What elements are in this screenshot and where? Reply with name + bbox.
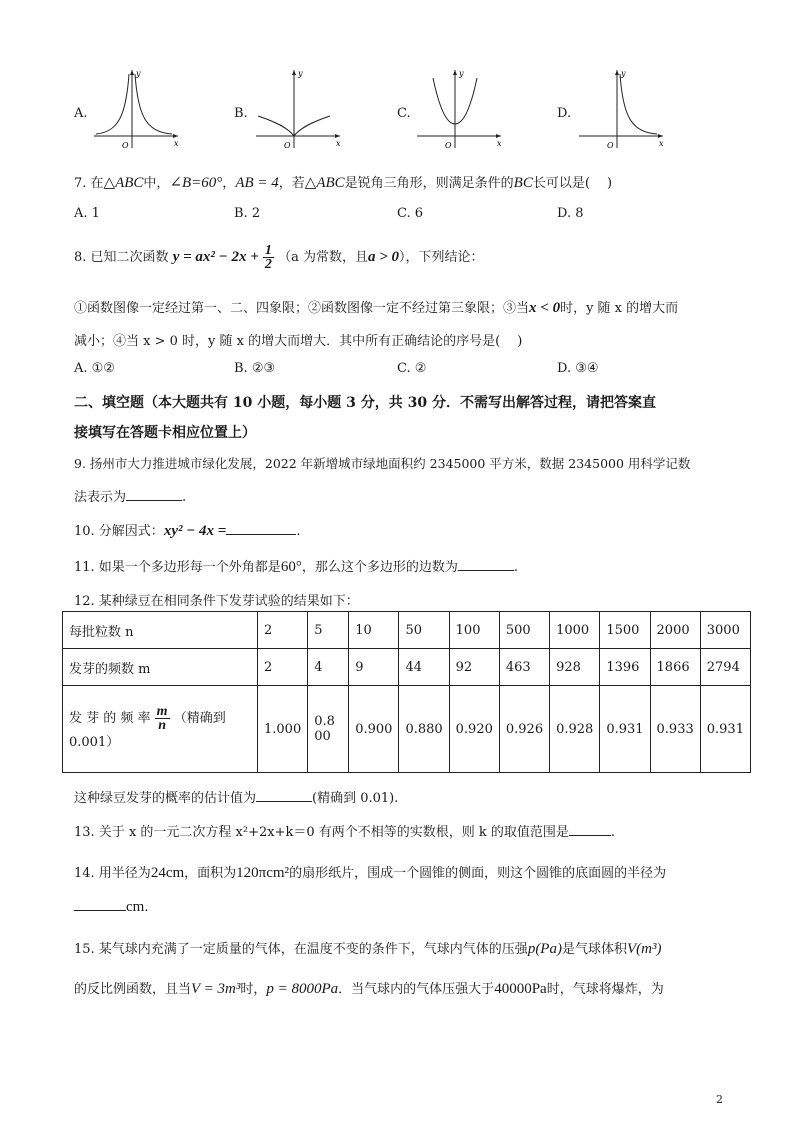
axis-x-label: x: [174, 139, 179, 148]
row-label: 发芽的频数 m: [63, 649, 258, 686]
table-cell: 50: [399, 612, 449, 649]
table-cell: 0.800: [308, 686, 349, 773]
answer-blank[interactable]: [256, 789, 312, 802]
q7-option-a: A. 1: [74, 206, 100, 221]
q8-option-d: D. ③④: [557, 361, 599, 376]
axis-y-label: y: [298, 69, 303, 78]
table-cell: 2794: [700, 649, 750, 686]
table-cell: 3000: [700, 612, 750, 649]
question-10: 10. 分解因式：xy² − 4x = .: [74, 523, 301, 539]
q8-option-b: B. ②③: [234, 361, 276, 376]
question-12-after: 这种绿豆发芽的概率的估计值为 (精确到 0.01).: [74, 791, 399, 806]
graph-b: [254, 66, 344, 152]
axis-x-label: x: [497, 139, 502, 148]
table-cell: 1000: [550, 612, 600, 649]
question-8-line-3: 减小；④当 x > 0 时，y 随 x 的增大而增大．其中所有正确结论的序号是( ): [74, 334, 523, 349]
answer-blank[interactable]: [226, 522, 296, 535]
table-cell: 5: [308, 612, 349, 649]
table-cell: 0.931: [600, 686, 650, 773]
table-cell: 0.928: [550, 686, 600, 773]
question-8: 8. 已知二次函数 y = ax² − 2x + $\frac{1}{2}$ （a 为常数，且a > 0），下列结论：: [74, 243, 484, 272]
page-number: 2: [716, 1093, 723, 1106]
question-14: 14. 用半径为24cm，面积为120πcm²的扇形纸片，围成一个圆锥的侧面，则这个圆锥的底面圆的半径为: [74, 865, 667, 881]
question-9-line-2: 法表示为 .: [74, 490, 187, 505]
row-label: 每批粒数 n: [63, 612, 258, 649]
table-cell: 2000: [650, 612, 700, 649]
table-cell: 0.900: [349, 686, 399, 773]
question-15-line-2: 的反比例函数，且当V = 3m³时，p = 8000Pa．当气球内的气体压强大于40000Pa时，气球将爆炸，为: [74, 981, 664, 997]
table-cell: 1500: [600, 612, 650, 649]
answer-blank[interactable]: [569, 823, 611, 836]
answer-blank[interactable]: [126, 488, 182, 501]
question-14-line-2: cm.: [74, 898, 148, 916]
answer-blank[interactable]: [458, 558, 514, 571]
q7-option-d: D. 8: [557, 206, 584, 221]
table-cell: 0.920: [449, 686, 499, 773]
axis-y-label: y: [136, 69, 141, 78]
table-cell: 1.000: [258, 686, 308, 773]
q7-option-c: C. 6: [397, 206, 424, 221]
table-cell: 500: [499, 612, 549, 649]
q8-option-a: A. ①②: [74, 361, 115, 376]
section-2-heading: 二、填空题（本大题共有 10 小题，每小题 3 分，共 30 分．不需写出解答过程，请把答案直: [74, 395, 656, 411]
origin-label: O: [122, 141, 129, 150]
table-cell: 44: [399, 649, 449, 686]
question-15: 15. 某气球内充满了一定质量的气体，在温度不变的条件下，气球内气体的压强p(Pa)是气球体积V(m³): [74, 941, 662, 957]
axis-y-label: y: [459, 69, 464, 78]
germination-table: [62, 611, 751, 773]
row-label: 发 芽 的 频 率 $\frac{m}{n}$ （精确到 0.001）: [63, 686, 258, 773]
table-cell: 928: [550, 649, 600, 686]
option-c-label: C.: [397, 106, 411, 121]
table-row: [63, 686, 751, 773]
origin-label: O: [607, 141, 614, 150]
question-9: 9. 扬州市大力推进城市绿化发展，2022 年新增城市绿地面积约 2345000 平方米，数据 2345000 用科学记数: [74, 456, 691, 471]
axis-x-label: x: [659, 139, 664, 148]
table-cell: 0.931: [700, 686, 750, 773]
table-cell: 1866: [650, 649, 700, 686]
table-cell: 4: [308, 649, 349, 686]
axis-y-label: y: [621, 69, 626, 78]
option-d-label: D.: [557, 106, 572, 121]
table-cell: 92: [449, 649, 499, 686]
table-cell: 1396: [600, 649, 650, 686]
table-cell: 2: [258, 649, 308, 686]
graph-a: [92, 66, 182, 152]
q7-option-b: B. 2: [234, 206, 261, 221]
table-cell: 463: [499, 649, 549, 686]
table-cell: 0.926: [499, 686, 549, 773]
table-cell: 9: [349, 649, 399, 686]
question-11: 11. 如果一个多边形每一个外角都是60°，那么这个多边形的边数为 .: [74, 559, 518, 575]
table-cell: 10: [349, 612, 399, 649]
question-7: 7. 在△ABC中，∠B=60°，AB = 4，若△ABC是锐角三角形，则满足条件的BC长可以是( ): [74, 175, 613, 191]
table-cell: 0.880: [399, 686, 449, 773]
option-b-label: B.: [234, 106, 248, 121]
graph-d: [577, 66, 667, 152]
option-a-label: A.: [74, 106, 88, 121]
q8-option-c: C. ②: [397, 361, 427, 376]
section-2-heading-line-2: 接填写在答题卡相应位置上）: [74, 425, 256, 441]
question-13: 13. 关于 x 的一元二次方程 x²+2x+k＝0 有两个不相等的实数根，则 k 的取值范围是 .: [74, 825, 616, 840]
origin-label: O: [284, 141, 291, 150]
q8-fraction: $\frac{1}{2}$: [264, 243, 272, 272]
table-cell: 100: [449, 612, 499, 649]
frequency-fraction: $\frac{m}{n}$: [156, 703, 168, 733]
question-8-line-2: ①函数图像一定经过第一、二、四象限；②函数图像一定不经过第三象限；③当x < 0时，y 随 x 的增大而: [74, 300, 679, 316]
table-row: [63, 612, 751, 649]
graph-c: [415, 66, 505, 152]
table-cell: 2: [258, 612, 308, 649]
origin-label: O: [445, 141, 452, 150]
question-12: 12. 某种绿豆在相同条件下发芽试验的结果如下：: [74, 594, 359, 609]
answer-blank[interactable]: [74, 898, 126, 911]
table-row: [63, 649, 751, 686]
table-cell: 0.933: [650, 686, 700, 773]
axis-x-label: x: [336, 139, 341, 148]
